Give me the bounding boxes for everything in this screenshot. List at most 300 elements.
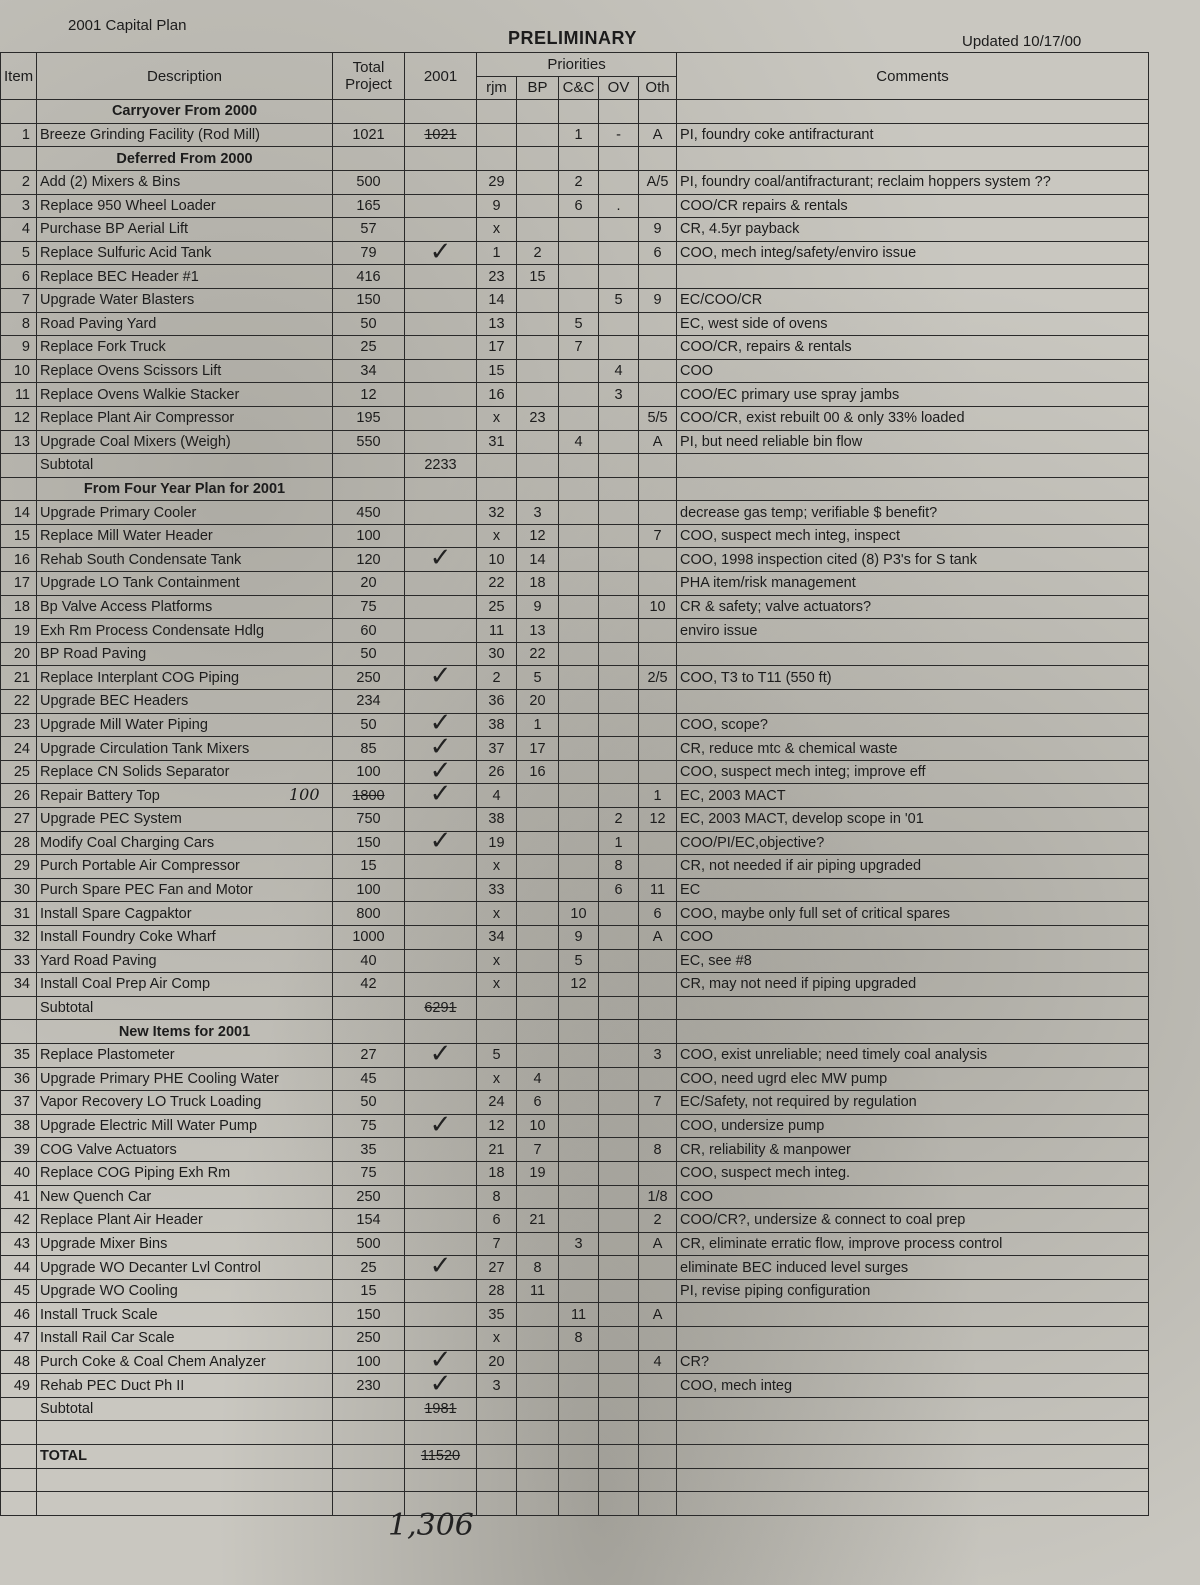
priority-ov: - [599,123,639,147]
priority-rjm: 31 [477,430,517,454]
priority-bp: 13 [517,619,559,643]
blank-cell [599,477,639,501]
total-project-cell [333,524,405,548]
blank-cell [677,1020,1149,1044]
total-project-cell [333,1138,405,1162]
blank-cell [599,1492,639,1516]
priority-ov [599,218,639,242]
total-project-value: 25 [360,1259,377,1276]
priority-bp [517,336,559,360]
blank-cell [477,477,517,501]
table-row [1,288,1149,312]
total-project-value: 165 [356,197,381,214]
priority-rjm: 15 [477,359,517,383]
col-item: Item [1,53,37,100]
priority-oth: 12 [639,808,677,832]
comment-cell: COO, need ugrd elec MW pump [677,1067,1149,1091]
total-project-value: 500 [356,174,381,191]
priority-oth [639,831,677,855]
subtotal-label: Subtotal [37,454,333,478]
priority-oth [639,265,677,289]
table-row [1,1043,1149,1067]
year-2001-cell [405,123,477,147]
total-project-value: 250 [356,1188,381,1205]
item-number: 8 [1,312,37,336]
blank-cell [639,1492,677,1516]
year-2001-cell [405,359,477,383]
blank-cell [477,1445,517,1469]
blank-cell [517,147,559,171]
priority-oth: 9 [639,218,677,242]
priority-oth: 11 [639,878,677,902]
section-header-row [1,1020,1149,1044]
priority-ov [599,1279,639,1303]
year-2001-cell [405,1038,477,1069]
item-description: Replace Interplant COG Piping [37,666,333,690]
blank-cell [477,1421,517,1445]
item-description: Upgrade Primary PHE Cooling Water [37,1067,333,1091]
priority-ov [599,548,639,572]
subtotal-2001-value: 1981 [424,1401,457,1418]
year-2001-cell [405,1067,477,1091]
priority-cc [559,1256,599,1280]
priority-cc [559,359,599,383]
priority-rjm: x [477,1327,517,1351]
year-2001-cell [405,1161,477,1185]
priority-rjm: x [477,855,517,879]
priority-rjm: 28 [477,1279,517,1303]
comment-cell: EC, 2003 MACT, develop scope in '01 [677,808,1149,832]
subtotal-2001-cell [405,1397,477,1421]
priority-rjm: x [477,949,517,973]
table-row [1,1374,1149,1398]
item-number: 48 [1,1350,37,1374]
item-number: 21 [1,666,37,690]
year-2001-cell [405,1209,477,1233]
item-number: 27 [1,808,37,832]
priority-bp [517,1303,559,1327]
item-number: 12 [1,406,37,430]
total-project-value: 75 [360,598,377,615]
priority-rjm: 5 [477,1043,517,1067]
priority-rjm: 6 [477,1209,517,1233]
item-number: 31 [1,902,37,926]
priority-oth [639,619,677,643]
year-2001-cell [405,236,477,267]
total-project-cell [333,218,405,242]
item-description: Replace 950 Wheel Loader [37,194,333,218]
total-project-value: 50 [360,315,377,332]
priority-cc [559,855,599,879]
priority-bp: 5 [517,666,559,690]
blank-cell [677,1397,1149,1421]
priority-ov [599,784,639,808]
blank-cell [1,100,37,124]
blank-cell [517,996,559,1020]
priority-oth [639,1114,677,1138]
item-number: 20 [1,642,37,666]
item-description: Replace Ovens Walkie Stacker [37,383,333,407]
comment-cell: EC, see #8 [677,949,1149,973]
item-description: Upgrade Circulation Tank Mixers [37,737,333,761]
priority-cc: 11 [559,1303,599,1327]
total-project-cell [333,312,405,336]
priority-bp [517,831,559,855]
table-row [1,808,1149,832]
item-description: Rehab South Condensate Tank [37,548,333,572]
priority-oth: A [639,123,677,147]
table-row [1,1185,1149,1209]
handwritten-revision: 100 [289,785,320,805]
total-project-cell [333,430,405,454]
comment-cell: COO, scope? [677,713,1149,737]
comment-cell: EC, west side of ovens [677,312,1149,336]
priority-cc: 12 [559,973,599,997]
item-description: Replace Sulfuric Acid Tank [37,241,333,265]
table-row [1,241,1149,265]
priority-ov: . [599,194,639,218]
year-2001-value: 1021 [424,127,457,144]
item-number: 24 [1,737,37,761]
table-row [1,878,1149,902]
subtotal-row [1,454,1149,478]
item-description: Upgrade WO Cooling [37,1279,333,1303]
item-number: 10 [1,359,37,383]
blank-cell [1,1020,37,1044]
item-number: 17 [1,572,37,596]
priority-oth: A [639,1232,677,1256]
total-project-cell [333,1256,405,1280]
year-2001-cell [405,170,477,194]
priority-rjm: 17 [477,336,517,360]
table-row [1,1114,1149,1138]
total-project-value: 120 [356,551,381,568]
priority-bp: 4 [517,1067,559,1091]
priority-rjm: 26 [477,760,517,784]
comment-cell: CR, reduce mtc & chemical waste [677,737,1149,761]
total-project-cell [333,1161,405,1185]
total-project-cell [289,784,405,808]
priority-ov [599,666,639,690]
year-2001-cell [405,265,477,289]
item-number: 30 [1,878,37,902]
item-description: Modify Coal Charging Cars [37,831,333,855]
item-number: 38 [1,1114,37,1138]
table-row [1,1232,1149,1256]
total-project-cell [333,170,405,194]
table-row [1,831,1149,855]
priority-oth [639,760,677,784]
priority-cc [559,1350,599,1374]
comment-cell: COO, exist unreliable; need timely coal analysis [677,1043,1149,1067]
table-row [1,1350,1149,1374]
priority-oth: 10 [639,595,677,619]
spacer-row [1,1492,1149,1516]
priority-bp [517,1232,559,1256]
year-2001-cell [405,619,477,643]
priority-cc [559,595,599,619]
total-project-value: 250 [356,1330,381,1347]
year-2001-cell [405,595,477,619]
priority-rjm: 20 [477,1350,517,1374]
blank-cell [559,1492,599,1516]
priority-ov: 8 [599,855,639,879]
priority-cc [559,831,599,855]
year-2001-cell [405,501,477,525]
priority-ov [599,501,639,525]
blank-cell [599,454,639,478]
total-project-cell [333,1279,405,1303]
item-number: 5 [1,241,37,265]
priority-bp: 1 [517,713,559,737]
priority-bp: 17 [517,737,559,761]
total-project-cell [333,359,405,383]
total-project-cell [333,737,405,761]
item-description: Bp Valve Access Platforms [37,595,333,619]
col-comments: Comments [677,53,1149,100]
priority-cc [559,1185,599,1209]
item-description: Purch Coke & Coal Chem Analyzer [37,1350,333,1374]
table-row [1,619,1149,643]
priority-oth: A/5 [639,170,677,194]
blank-cell [599,1397,639,1421]
priority-oth: 9 [639,288,677,312]
total-project-cell [333,501,405,525]
priority-oth: 7 [639,524,677,548]
capital-plan-table [0,52,1149,1516]
item-description: Exh Rm Process Condensate Hdlg [37,619,333,643]
total-project-value: 100 [356,882,381,899]
table-row [1,1138,1149,1162]
comment-cell: enviro issue [677,619,1149,643]
item-number: 4 [1,218,37,242]
priority-rjm: 32 [477,501,517,525]
subtotal-label: Subtotal [37,1397,333,1421]
priority-cc [559,501,599,525]
item-number: 49 [1,1374,37,1398]
priority-oth [639,1374,677,1398]
blank-cell [477,454,517,478]
comment-cell: COO, suspect mech integ; improve eff [677,760,1149,784]
priority-ov: 6 [599,878,639,902]
table-row [1,194,1149,218]
blank-cell [517,477,559,501]
blank-cell [559,996,599,1020]
total-project-cell [333,123,405,147]
item-description: Yard Road Paving [37,949,333,973]
item-description: Replace BEC Header #1 [37,265,333,289]
section-title: Deferred From 2000 [37,147,333,171]
total-project-cell [333,925,405,949]
total-project-value: 150 [356,834,381,851]
total-project-cell [333,760,405,784]
total-project-value: 85 [360,740,377,757]
blank-cell [1,1397,37,1421]
blank-cell [639,100,677,124]
blank-cell [639,996,677,1020]
priority-bp: 21 [517,1209,559,1233]
blank-cell [677,147,1149,171]
item-description: Install Foundry Coke Wharf [37,925,333,949]
priority-oth: 6 [639,902,677,926]
priority-bp [517,925,559,949]
total-project-cell [333,666,405,690]
priority-rjm: x [477,406,517,430]
item-description: Rehab PEC Duct Ph II [37,1374,333,1398]
priority-ov [599,1067,639,1091]
priority-cc [559,1091,599,1115]
blank-cell [677,1492,1149,1516]
year-2001-cell [405,1251,477,1282]
priority-rjm: 21 [477,1138,517,1162]
table-row [1,595,1149,619]
blank-cell [517,1397,559,1421]
blank-cell [37,1421,333,1445]
blank-cell [559,1397,599,1421]
total-label: TOTAL [37,1445,333,1469]
comment-cell: COO/PI/EC,objective? [677,831,1149,855]
priority-rjm: 33 [477,878,517,902]
priority-ov [599,619,639,643]
item-description: Repair Battery Top [37,784,333,808]
blank-cell [477,147,517,171]
updated-date: Updated 10/17/00 [962,33,1082,50]
priority-ov [599,595,639,619]
blank-cell [405,477,477,501]
total-project-value: 100 [356,528,381,545]
priority-oth [639,1161,677,1185]
priority-oth: 3 [639,1043,677,1067]
blank-cell [599,1421,639,1445]
priority-rjm: 7 [477,1232,517,1256]
handwritten-total: 1,306 [388,1508,474,1543]
priority-rjm: x [477,973,517,997]
check-mark-icon: ✓ [429,1038,452,1069]
comment-cell: CR, eliminate erratic flow, improve process control [677,1232,1149,1256]
year-2001-cell [405,878,477,902]
item-description: Upgrade Electric Mill Water Pump [37,1114,333,1138]
section-header-row [1,477,1149,501]
priority-oth [639,383,677,407]
total-project-cell [333,572,405,596]
check-mark-icon: ✓ [429,1369,452,1400]
table-row [1,1209,1149,1233]
priority-bp: 19 [517,1161,559,1185]
priority-ov [599,1327,639,1351]
table-row [1,902,1149,926]
item-description: Road Paving Yard [37,312,333,336]
item-number: 2 [1,170,37,194]
item-description: Add (2) Mixers & Bins [37,170,333,194]
priority-cc: 9 [559,925,599,949]
priority-ov [599,430,639,454]
priority-bp: 23 [517,406,559,430]
priority-bp: 2 [517,241,559,265]
total-project-cell [333,831,405,855]
blank-cell [599,1020,639,1044]
total-project-value: 50 [360,716,377,733]
comment-cell: PI, foundry coke antifracturant [677,123,1149,147]
total-project-value: 1800 [352,787,385,804]
priority-ov [599,1374,639,1398]
priority-rjm: 34 [477,925,517,949]
blank-cell [559,147,599,171]
item-number: 18 [1,595,37,619]
priority-ov [599,642,639,666]
total-project-value: 45 [360,1070,377,1087]
priority-rjm: x [477,1067,517,1091]
item-description: Replace COG Piping Exh Rm [37,1161,333,1185]
table-row [1,218,1149,242]
total-project-cell [333,548,405,572]
item-number: 47 [1,1327,37,1351]
priority-oth [639,1067,677,1091]
priority-ov [599,572,639,596]
priority-oth [639,1256,677,1280]
check-mark-icon: ✓ [429,236,452,267]
priority-ov [599,1256,639,1280]
total-project-cell [333,1067,405,1091]
item-description: Replace CN Solids Separator [37,760,333,784]
table-row [1,949,1149,973]
total-project-cell [333,1232,405,1256]
priority-ov [599,336,639,360]
total-project-cell [333,713,405,737]
priority-cc [559,737,599,761]
item-description: Upgrade BEC Headers [37,690,333,714]
priority-oth [639,690,677,714]
priority-rjm: 3 [477,1374,517,1398]
check-mark-icon: ✓ [429,732,452,763]
priority-bp [517,1374,559,1398]
priority-cc [559,1374,599,1398]
document-title: 2001 Capital Plan [68,17,187,34]
priority-bp: 6 [517,1091,559,1115]
table-row [1,713,1149,737]
total-project-cell [333,265,405,289]
priority-bp [517,1327,559,1351]
comment-cell [677,642,1149,666]
table-row [1,406,1149,430]
total-project-value: 40 [360,952,377,969]
comment-cell: PHA item/risk management [677,572,1149,596]
table-row [1,925,1149,949]
section-title: From Four Year Plan for 2001 [37,477,333,501]
table-row [1,973,1149,997]
table-row [1,690,1149,714]
item-description: Breeze Grinding Facility (Rod Mill) [37,123,333,147]
priority-rjm: 9 [477,194,517,218]
priority-ov [599,1138,639,1162]
total-project-value: 100 [356,1353,381,1370]
blank-cell [405,147,477,171]
priority-ov [599,902,639,926]
priority-oth [639,359,677,383]
priority-bp: 18 [517,572,559,596]
blank-cell [639,147,677,171]
priority-ov [599,1232,639,1256]
table-body [1,100,1149,1516]
item-number: 37 [1,1091,37,1115]
total-project-value: 450 [356,504,381,521]
total-project-cell [333,1303,405,1327]
priority-bp: 7 [517,1138,559,1162]
year-2001-cell [405,661,477,692]
table-row [1,383,1149,407]
item-description: BP Road Paving [37,642,333,666]
priority-ov [599,1303,639,1327]
blank-cell [477,100,517,124]
